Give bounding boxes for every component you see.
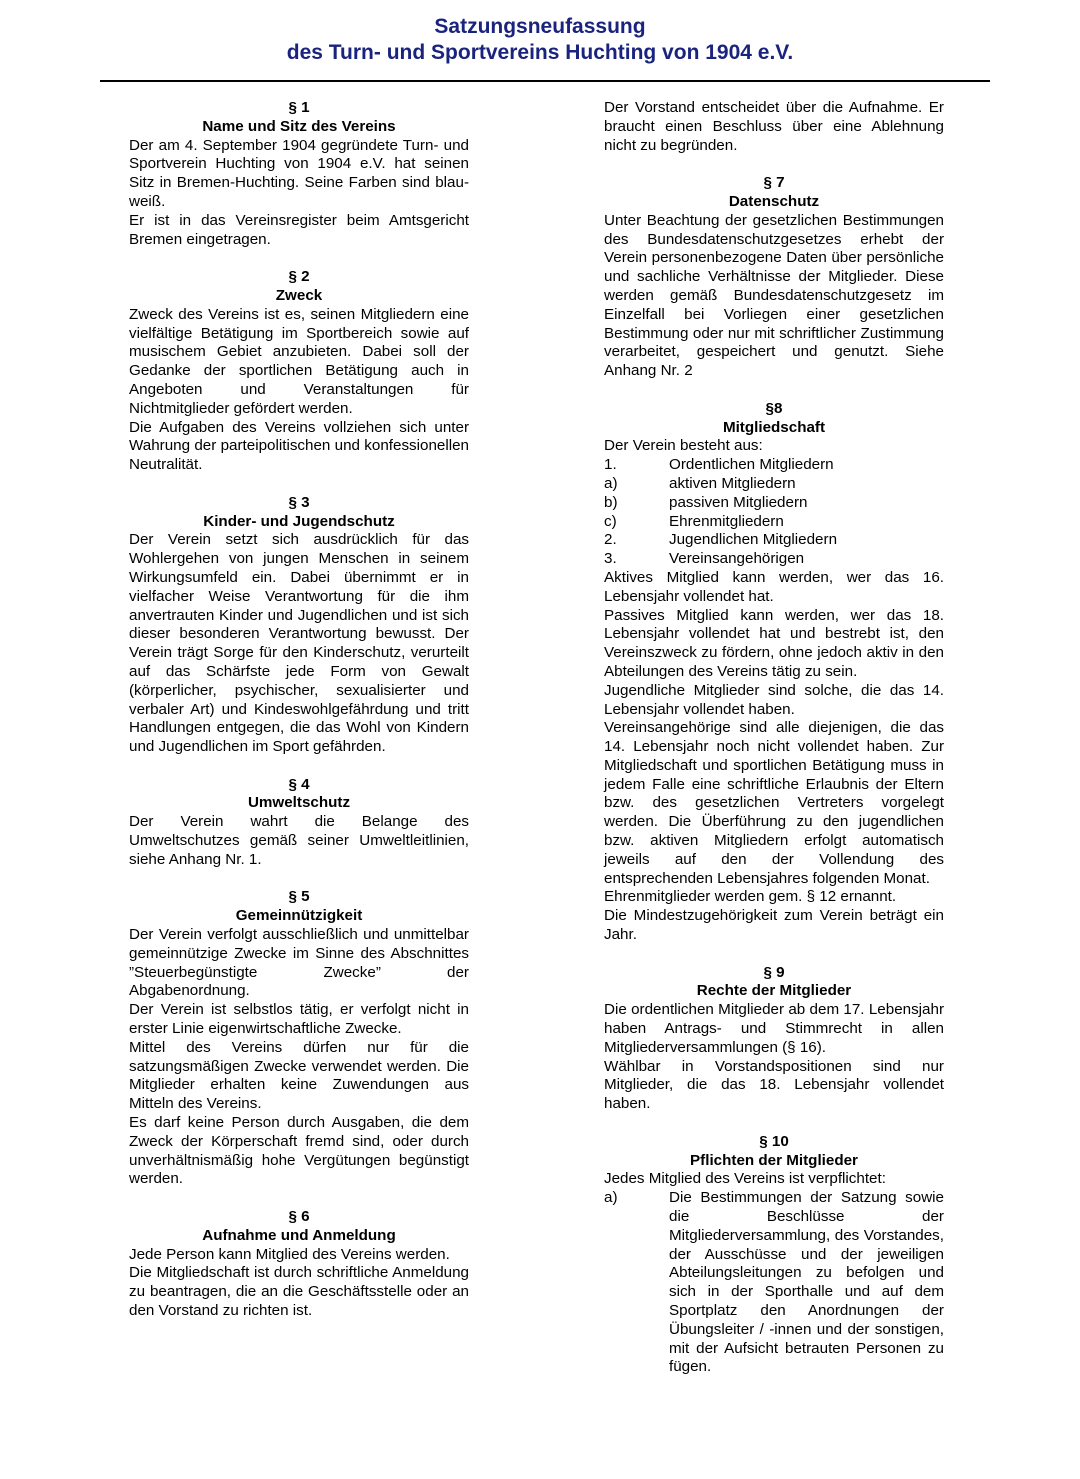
section-3 — [129, 494, 469, 757]
list-item — [604, 1189, 944, 1377]
membership-list — [604, 456, 944, 569]
paragraph: Der Verein verfolgt ausschließlich und unmittelbar gemeinnützige Zwecke im Sinne des Abschnittes ”Steuerbegünstigte Zwecke” der Abgabenordnung. — [129, 926, 469, 1000]
list-text: Jugendlichen Mitgliedern — [669, 531, 838, 549]
list-label: 2. — [604, 531, 617, 549]
paragraph: Die Aufgaben des Vereins vollziehen sich unter Wahrung der parteipolitischen und konfessionellen Neutralität. — [129, 418, 469, 474]
section-number: § 2 — [288, 268, 310, 286]
paragraph: Passives Mitglied kann werden, wer das 18. Lebensjahr vollendet hat und bestrebt ist, den Vereinszweck zu fördern, ohne jedoch aktiv in den Abteilungen des Vereins tätig zu sein. — [604, 606, 944, 680]
section-8 — [604, 400, 944, 945]
section-number: § 6 — [288, 1208, 310, 1226]
list-text: aktiven Mitgliedern — [669, 474, 796, 492]
section-number: § 10 — [759, 1132, 789, 1150]
list-item — [604, 550, 944, 569]
document-title — [0, 14, 1080, 66]
list-text: Ehrenmitgliedern — [669, 512, 784, 530]
list-item — [604, 513, 944, 532]
section-title: Mitgliedschaft — [722, 418, 826, 436]
list-label: a) — [604, 474, 618, 492]
section-title: Gemeinnützigkeit — [235, 907, 363, 925]
list-text: Die Bestimmungen der Satzung sowie die Beschlüsse der Mitgliederversammlung, des Vorstandes, der Ausschüsse und der jeweiligen Abteilungsleitungen zu befolgen und sich in der Sporthalle und auf dem Sportplatz den Anordnungen der Übungsleiter / -innen und der sonstigen, mit der Aufsicht betrauten Personen zu fügen. — [669, 1189, 944, 1376]
paragraph: Jedes Mitglied des Vereins ist verpflichtet: — [604, 1170, 886, 1188]
paragraph: Die Mindestzugehörigkeit zum Verein beträgt ein Jahr. — [604, 907, 944, 944]
section-number: § 9 — [763, 963, 785, 981]
section-title: Datenschutz — [728, 192, 820, 210]
section-6-continued — [604, 99, 944, 155]
section-number: § 7 — [763, 174, 785, 192]
section-title: Name und Sitz des Vereins — [202, 117, 396, 135]
section-number: § 1 — [288, 99, 310, 116]
paragraph: Er ist in das Vereinsregister beim Amtsgericht Bremen eingetragen. — [129, 211, 469, 248]
paragraph: Unter Beachtung der gesetzlichen Bestimmungen des Bundesdatenschutzgesetzes erhebt der Verein personenbezogene Daten über persönliche und sachliche Verhältnisse der Mitglieder. Diese werden gemäß Bundesdatenschutzgesetz im Einzelfall bei Vorliegen einer gesetzlichen Bestimmung oder nur mit schriftlicher Zustimmung verarbeitet, gespeichert und genutzt. Siehe Anhang Nr. 2 — [604, 211, 944, 380]
section-number: §8 — [765, 399, 783, 417]
paragraph: Es darf keine Person durch Ausgaben, die dem Zweck der Körperschaft fremd sind, oder durch unverhältnismäßig hohe Vergütungen begünstigt werden. — [129, 1114, 469, 1188]
list-text: passiven Mitgliedern — [669, 493, 808, 511]
paragraph: Der Verein besteht aus: — [604, 437, 763, 455]
paragraph: Aktives Mitglied kann werden, wer das 16. Lebensjahr vollendet hat. — [604, 568, 944, 605]
list-label: c) — [604, 512, 617, 530]
section-7 — [604, 174, 944, 381]
paragraph: Ehrenmitglieder werden gem. § 12 ernannt. — [604, 888, 897, 906]
header-divider — [100, 80, 990, 82]
section-title: Pflichten der Mitglieder — [690, 1151, 858, 1169]
paragraph: Die ordentlichen Mitglieder ab dem 17. Lebensjahr haben Antrags- und Stimmrecht in allen Mitgliederversammlungen (§ 16). — [604, 1001, 944, 1056]
paragraph: Jede Person kann Mitglied des Vereins werden. — [129, 1245, 450, 1263]
section-number: § 5 — [288, 888, 310, 906]
list-text: Ordentlichen Mitgliedern — [669, 456, 834, 474]
section-9 — [604, 964, 944, 1114]
paragraph: Vereinsangehörige sind alle diejenigen, die das 14. Lebensjahr noch nicht vollendet haben. Zur Mitgliedschaft und sportlichen Betätigung muss in jedem Falle eine schriftliche Erlaubnis der Eltern bzw. des gesetzlichen Vertreters vorgelegt werden. Die Überführung zu den jugendlichen bzw. aktiven Mitgliedern erfolgt automatisch jeweils auf den der Vollendung des entsprechenden Lebensjahres folgenden Monat. — [604, 719, 944, 887]
list-item — [604, 475, 944, 494]
section-title: Rechte der Mitglieder — [696, 982, 852, 1000]
list-label: b) — [604, 493, 618, 511]
section-title: Umweltschutz — [247, 794, 351, 812]
list-label: 3. — [604, 550, 617, 568]
title-line-1: Satzungsneufassung — [434, 15, 646, 38]
section-5 — [129, 888, 469, 1189]
paragraph: Mittel des Vereins dürfen nur für die satzungsmäßigen Zwecke verwendet werden. Die Mitglieder erhalten keine Zuwendungen aus Mitteln des Vereins. — [129, 1038, 469, 1113]
section-10 — [604, 1133, 944, 1377]
list-text: Vereinsangehörigen — [669, 550, 805, 568]
left-column — [129, 99, 469, 1340]
paragraph: Wählbar in Vorstandspositionen sind nur Mitglieder, die das 18. Lebensjahr vollendet haben. — [604, 1057, 944, 1113]
paragraph: Zweck des Vereins ist es, seinen Mitgliedern eine vielfältige Betätigung im Sportbereich sowie auf musischem Gebiet anzubieten. Dabei soll der Gedanke der sportlichen Betätigung auch in Angeboten und Veranstaltungen für Nichtmitglieder gefördert werden. — [129, 305, 469, 417]
paragraph: Der Vorstand entscheidet über die Aufnahme. Er braucht einen Beschluss über eine Ablehnung nicht zu begründen. — [604, 99, 944, 154]
list-item — [604, 494, 944, 513]
paragraph: Der Verein setzt sich ausdrücklich für das Wohlergehen von jungen Menschen in seinem Wirkungsumfeld ein. Dabei übernimmt er in vielfacher Weise Verantwortung für die ihm anvertrauten Kinder und Jugendlichen und ist sich dieser besonderen Verantwortung bewusst. Der Verein trägt Sorge für den Kinderschutz, verurteilt auf das Schärfste jede Form von Gewalt (körperlicher, psychischer, sexualisierter und verbaler Art) und Kindeswohlgefährdung und tritt Handlungen entgegen, die das Wohl von Kindern und Jugendlichen im Sport gefährden. — [129, 531, 469, 756]
paragraph: Der am 4. September 1904 gegründete Turn- und Sportverein Huchting von 1904 e.V. hat seinen Sitz in Bremen-Huchting. Seine Farben sind blau-weiß. — [129, 136, 469, 210]
paragraph: Die Mitgliedschaft ist durch schriftliche Anmeldung zu beantragen, die an die Geschäftsstelle oder an den Vorstand zu richten ist. — [129, 1264, 469, 1319]
section-title: Aufnahme und Anmeldung — [202, 1226, 396, 1244]
list-item — [604, 531, 944, 550]
section-2 — [129, 268, 469, 475]
section-title: Zweck — [275, 286, 323, 304]
section-4 — [129, 776, 469, 870]
paragraph: Der Verein wahrt die Belange des Umweltschutzes gemäß seiner Umweltleitlinien, siehe Anhang Nr. 1. — [129, 813, 469, 868]
paragraph: Jugendliche Mitglieder sind solche, die das 14. Lebensjahr vollendet haben. — [604, 681, 944, 718]
section-title: Kinder- und Jugendschutz — [203, 512, 395, 530]
list-label: a) — [604, 1189, 618, 1207]
section-1 — [129, 99, 469, 249]
right-column — [604, 99, 944, 1396]
section-6 — [129, 1208, 469, 1321]
section-number: § 4 — [288, 775, 310, 793]
list-label: 1. — [604, 456, 617, 474]
list-item — [604, 456, 944, 475]
title-line-2: des Turn- und Sportvereins Huchting von 1904 e.V. — [286, 41, 794, 64]
section-number: § 3 — [288, 493, 310, 511]
paragraph: Der Verein ist selbstlos tätig, er verfolgt nicht in erster Linie eigenwirtschaftliche Zwecke. — [129, 1001, 469, 1038]
